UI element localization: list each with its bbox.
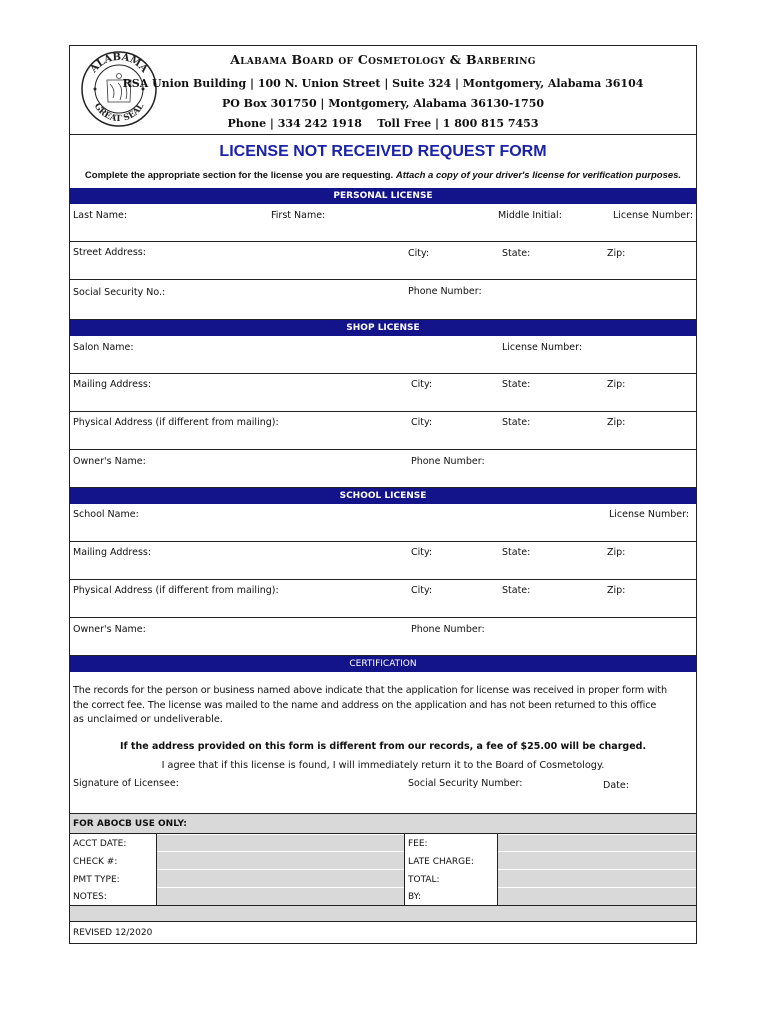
school-row-name[interactable] [70,504,696,542]
shop-license-heading: SHOP LICENSE [70,320,696,336]
school-row-mailing[interactable] [70,542,696,580]
school-mailing-zip-label: Zip: [607,547,626,558]
shop-physical-state-label: State: [502,417,531,428]
certification-paragraph [73,684,695,728]
shop-mailing-state-label: State: [502,379,531,390]
notes-label: NOTES: [73,892,107,902]
school-license-number-label: License Number: [609,509,690,520]
ssn-label: Social Security No.: [73,287,166,298]
signature-label: Signature of Licensee: [73,778,179,789]
middle-initial-label: Middle Initial: [498,210,562,221]
shop-row-owner[interactable] [70,450,696,488]
school-mailing-label: Mailing Address: [73,547,152,558]
late-charge-label: LATE CHARGE: [408,857,474,867]
office-use-heading: FOR ABOCB USE ONLY: [73,819,187,829]
check-number-label: CHECK #: [73,857,118,867]
first-name-label: First Name: [271,210,326,221]
form-title: LICENSE NOT RECEIVED REQUEST FORM [219,143,547,160]
certification-line-2: the correct fee. The license was mailed to the name and address on the application and has not been returned to this office [73,699,657,711]
shop-license-number-label: License Number: [502,342,583,353]
school-owner-label: Owner's Name: [73,624,146,635]
school-physical-label: Physical Address (if different from mailing): [73,585,279,596]
certification-line-3: as unclaimed or undeliverable. [73,714,223,725]
last-name-label: Last Name: [73,210,128,221]
shop-row-mailing[interactable] [70,374,696,412]
school-mailing-city-label: City: [411,547,433,558]
shop-mailing-label: Mailing Address: [73,379,152,390]
agreement-text: I agree that if this license is found, I will immediately return it to the Board of Cosmetology. [161,760,605,771]
revised-date: REVISED 12/2020 [73,928,153,938]
shop-physical-zip-label: Zip: [607,417,626,428]
svg-text:GREAT SEAL: GREAT SEAL [91,101,147,125]
personal-row-address[interactable] [70,242,696,280]
office-use-header [70,814,696,834]
personal-row-name[interactable] [70,204,696,242]
svg-text:ALABAMA: ALABAMA [88,51,150,76]
certification-line-1: The records for the person or business named above indicate that the application for license was received in proper form with [73,685,667,696]
school-row-owner[interactable] [70,618,696,656]
phone-line: Phone | 334 242 1918 Toll Free | 1 800 815 7453 [227,117,539,130]
school-mailing-state-label: State: [502,547,531,558]
address-line-2: PO Box 301750 | Montgomery, Alabama 36130-1750 [221,97,545,110]
school-name-label: School Name: [73,509,139,520]
shop-row-physical[interactable] [70,412,696,450]
pmt-type-label: PMT TYPE: [73,875,120,885]
street-address-label: Street Address: [73,247,146,258]
license-form [69,45,697,944]
address-line-1: RSA Union Building | 100 N. Union Street | Suite 324 | Montgomery, Alabama 36104 [122,77,644,90]
school-license-heading: SCHOOL LICENSE [70,488,696,504]
fee-notice: If the address provided on this form is different from our records, a fee of $25.00 will be charged. [119,741,647,752]
instructions-italic: Attach a copy of your driver's license for verification purposes. [395,170,682,181]
cert-ssn-label: Social Security Number: [408,778,523,789]
school-physical-state-label: State: [502,585,531,596]
shop-physical-city-label: City: [411,417,433,428]
personal-phone-label: Phone Number: [408,286,482,297]
personal-license-number-label: License Number: [613,210,694,221]
fee-label: FEE: [408,839,428,849]
shop-mailing-city-label: City: [411,379,433,390]
by-label: BY: [408,892,422,902]
salon-name-label: Salon Name: [73,342,134,353]
shop-physical-label: Physical Address (if different from mailing): [73,417,279,428]
personal-city-label: City: [408,248,430,259]
school-physical-zip-label: Zip: [607,585,626,596]
personal-license-heading: PERSONAL LICENSE [70,188,696,204]
total-label: TOTAL: [408,875,440,885]
signature-row[interactable] [70,774,696,814]
date-label: Date: [603,780,629,791]
form-instructions [70,170,696,181]
personal-zip-label: Zip: [607,248,626,259]
letterhead [70,46,696,135]
acct-date-label: ACCT DATE: [73,839,127,849]
office-grid-lines [70,834,696,922]
school-phone-label: Phone Number: [411,624,485,635]
shop-mailing-zip-label: Zip: [607,379,626,390]
org-title: Alabama Board of Cosmetology & Barbering [230,52,536,67]
school-row-physical[interactable] [70,580,696,618]
school-physical-city-label: City: [411,585,433,596]
shop-phone-label: Phone Number: [411,456,485,467]
instructions-plain: Complete the appropriate section for the license you are requesting. [84,170,396,181]
personal-state-label: State: [502,248,531,259]
personal-row-ssn[interactable] [70,280,696,320]
shop-row-name[interactable] [70,336,696,374]
certification-heading: CERTIFICATION [70,656,696,672]
shop-owner-label: Owner's Name: [73,456,146,467]
